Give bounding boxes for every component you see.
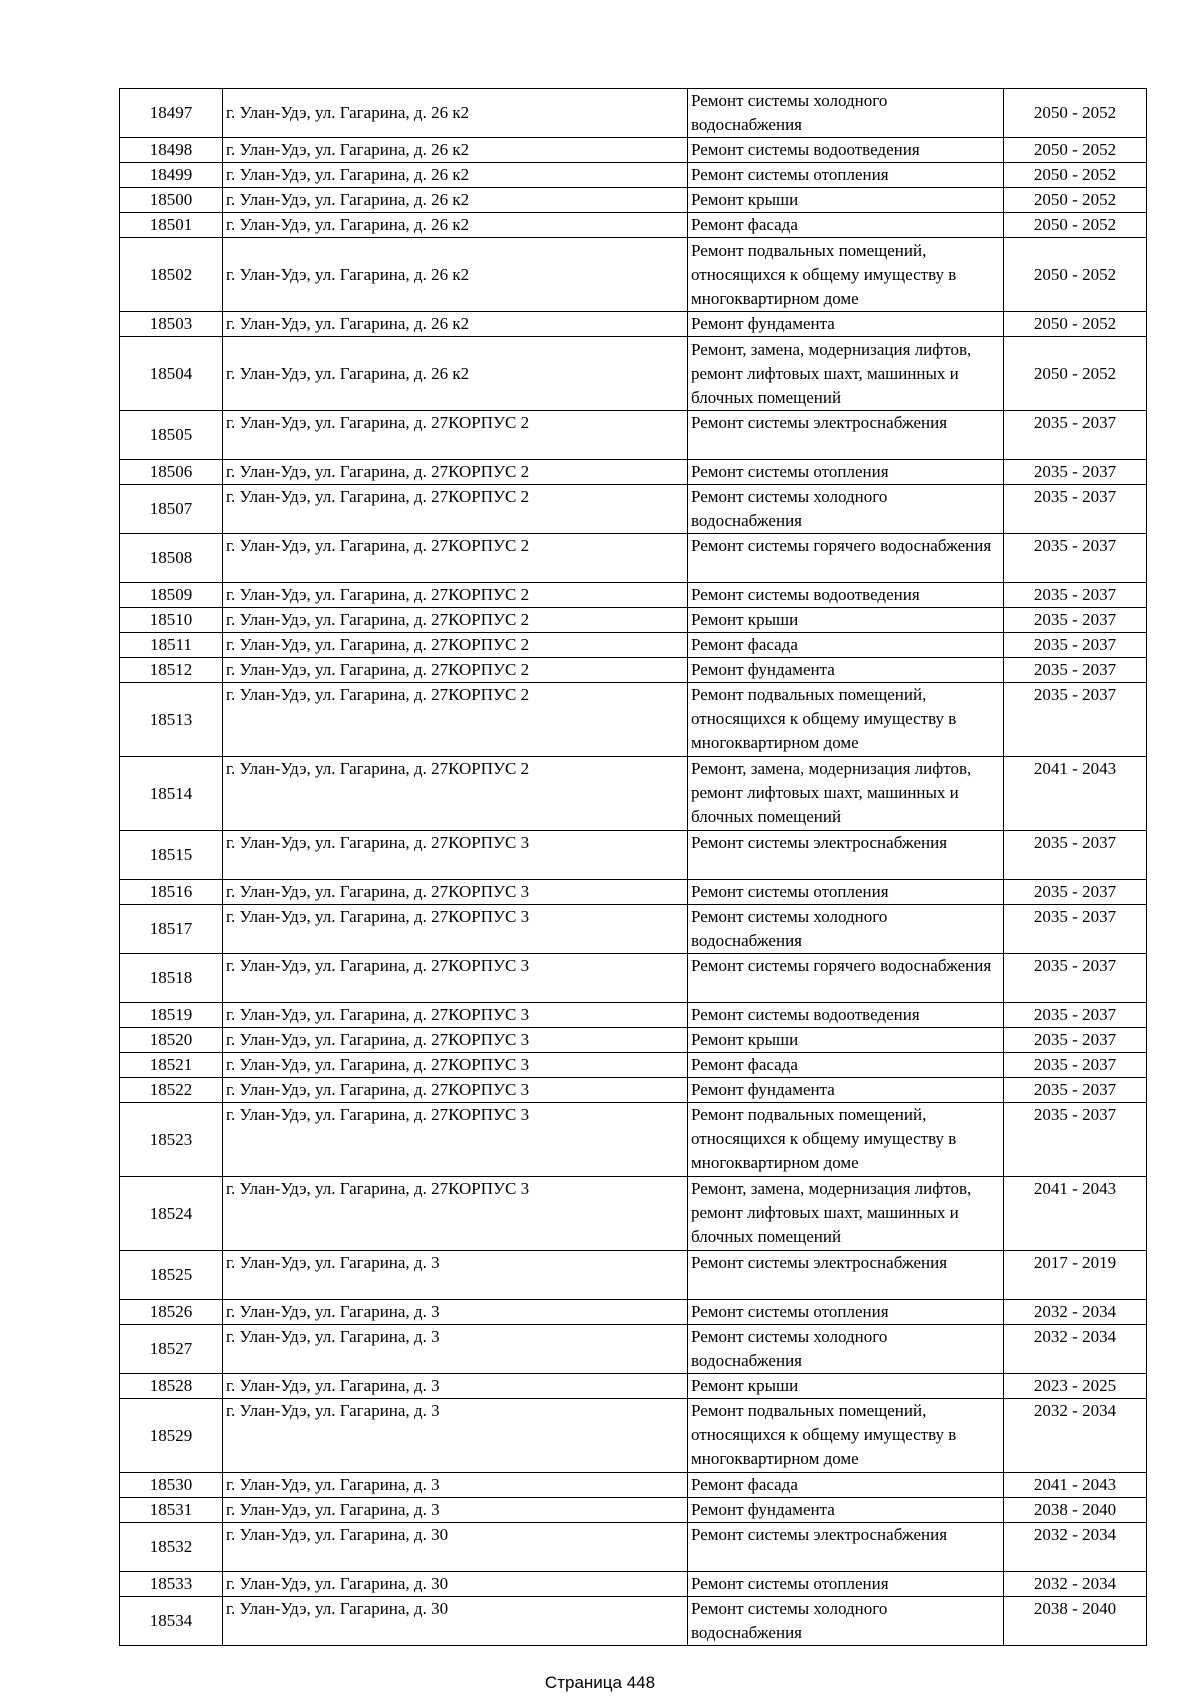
row-number: 18518 [120,954,223,1003]
row-number: 18507 [120,485,223,534]
table-row [120,880,1147,905]
row-work-type: Ремонт системы электроснабжения [688,411,1004,460]
row-address: г. Улан-Удэ, ул. Гагарина, д. 26 к2 [223,138,688,163]
row-number: 18534 [120,1597,223,1646]
row-work-type: Ремонт фундамента [688,312,1004,337]
table-row [120,633,1147,658]
row-years: 2035 - 2037 [1004,485,1147,534]
table-row [120,608,1147,633]
row-address: г. Улан-Удэ, ул. Гагарина, д. 27КОРПУС 2 [223,411,688,460]
row-number: 18521 [120,1053,223,1078]
row-work-type: Ремонт системы отопления [688,880,1004,905]
row-work-type: Ремонт системы отопления [688,1300,1004,1325]
row-address: г. Улан-Удэ, ул. Гагарина, д. 27КОРПУС 3 [223,1053,688,1078]
row-years: 2035 - 2037 [1004,954,1147,1003]
table-row [120,1300,1147,1325]
row-number: 18517 [120,905,223,954]
row-address: г. Улан-Удэ, ул. Гагарина, д. 27КОРПУС 2 [223,460,688,485]
row-work-type: Ремонт фасада [688,633,1004,658]
row-years: 2032 - 2034 [1004,1325,1147,1374]
row-number: 18506 [120,460,223,485]
row-years: 2035 - 2037 [1004,658,1147,683]
row-years: 2050 - 2052 [1004,213,1147,238]
row-address: г. Улан-Удэ, ул. Гагарина, д. 26 к2 [223,238,688,312]
row-years: 2035 - 2037 [1004,880,1147,905]
row-years: 2035 - 2037 [1004,1003,1147,1028]
row-address: г. Улан-Удэ, ул. Гагарина, д. 27КОРПУС 3 [223,1078,688,1103]
table-row [120,831,1147,880]
row-years: 2035 - 2037 [1004,460,1147,485]
row-number: 18510 [120,608,223,633]
row-work-type: Ремонт крыши [688,1374,1004,1399]
row-number: 18529 [120,1399,223,1473]
table-row [120,138,1147,163]
row-work-type: Ремонт, замена, модернизация лифтов, ремонт лифтовых шахт, машинных и блочных помещений [688,757,1004,831]
row-years: 2035 - 2037 [1004,633,1147,658]
row-work-type: Ремонт системы горячего водоснабжения [688,534,1004,583]
row-years: 2035 - 2037 [1004,1053,1147,1078]
row-years: 2032 - 2034 [1004,1300,1147,1325]
row-number: 18526 [120,1300,223,1325]
row-number: 18531 [120,1498,223,1523]
row-address: г. Улан-Удэ, ул. Гагарина, д. 27КОРПУС 2 [223,658,688,683]
table-row [120,1498,1147,1523]
row-work-type: Ремонт, замена, модернизация лифтов, ремонт лифтовых шахт, машинных и блочных помещений [688,1177,1004,1251]
table-row [120,757,1147,831]
row-address: г. Улан-Удэ, ул. Гагарина, д. 30 [223,1597,688,1646]
row-address: г. Улан-Удэ, ул. Гагарина, д. 27КОРПУС 2 [223,534,688,583]
row-years: 2050 - 2052 [1004,188,1147,213]
row-years: 2041 - 2043 [1004,757,1147,831]
row-years: 2035 - 2037 [1004,411,1147,460]
row-address: г. Улан-Удэ, ул. Гагарина, д. 27КОРПУС 2 [223,683,688,757]
row-number: 18525 [120,1251,223,1300]
row-years: 2035 - 2037 [1004,608,1147,633]
row-number: 18523 [120,1103,223,1177]
row-work-type: Ремонт системы электроснабжения [688,1251,1004,1300]
table-row [120,1399,1147,1473]
table-row [120,1078,1147,1103]
row-number: 18497 [120,89,223,138]
table-row [120,905,1147,954]
row-years: 2050 - 2052 [1004,138,1147,163]
row-work-type: Ремонт системы холодного водоснабжения [688,1325,1004,1374]
table-row [120,1374,1147,1399]
table-row [120,658,1147,683]
table-row [120,1103,1147,1177]
row-years: 2041 - 2043 [1004,1177,1147,1251]
row-work-type: Ремонт системы водоотведения [688,583,1004,608]
row-number: 18505 [120,411,223,460]
row-years: 2038 - 2040 [1004,1597,1147,1646]
row-number: 18515 [120,831,223,880]
row-address: г. Улан-Удэ, ул. Гагарина, д. 3 [223,1374,688,1399]
row-years: 2050 - 2052 [1004,312,1147,337]
row-work-type: Ремонт системы отопления [688,1572,1004,1597]
row-years: 2038 - 2040 [1004,1498,1147,1523]
row-work-type: Ремонт фасада [688,213,1004,238]
row-years: 2035 - 2037 [1004,1078,1147,1103]
row-number: 18501 [120,213,223,238]
row-address: г. Улан-Удэ, ул. Гагарина, д. 27КОРПУС 3 [223,1103,688,1177]
row-number: 18502 [120,238,223,312]
row-number: 18527 [120,1325,223,1374]
table-row [120,1053,1147,1078]
page-number: Страница 448 [544,1673,656,1692]
table-body [120,89,1147,1646]
row-number: 18511 [120,633,223,658]
row-number: 18533 [120,1572,223,1597]
table-row [120,1597,1147,1646]
table-row [120,583,1147,608]
row-address: г. Улан-Удэ, ул. Гагарина, д. 27КОРПУС 3 [223,1177,688,1251]
row-work-type: Ремонт крыши [688,1028,1004,1053]
row-address: г. Улан-Удэ, ул. Гагарина, д. 26 к2 [223,312,688,337]
table-row [120,411,1147,460]
row-number: 18509 [120,583,223,608]
row-years: 2032 - 2034 [1004,1572,1147,1597]
row-number: 18520 [120,1028,223,1053]
table-row [120,460,1147,485]
row-years: 2050 - 2052 [1004,238,1147,312]
row-number: 18503 [120,312,223,337]
row-work-type: Ремонт крыши [688,188,1004,213]
row-work-type: Ремонт системы электроснабжения [688,1523,1004,1572]
row-work-type: Ремонт системы холодного водоснабжения [688,89,1004,138]
row-address: г. Улан-Удэ, ул. Гагарина, д. 27КОРПУС 3 [223,880,688,905]
row-years: 2041 - 2043 [1004,1473,1147,1498]
row-address: г. Улан-Удэ, ул. Гагарина, д. 27КОРПУС 2 [223,757,688,831]
row-years: 2050 - 2052 [1004,163,1147,188]
row-number: 18519 [120,1003,223,1028]
row-years: 2035 - 2037 [1004,683,1147,757]
table-row [120,337,1147,411]
row-address: г. Улан-Удэ, ул. Гагарина, д. 27КОРПУС 3 [223,1003,688,1028]
row-address: г. Улан-Удэ, ул. Гагарина, д. 3 [223,1498,688,1523]
row-work-type: Ремонт фасада [688,1473,1004,1498]
table-row [120,89,1147,138]
row-address: г. Улан-Удэ, ул. Гагарина, д. 27КОРПУС 2 [223,633,688,658]
row-work-type: Ремонт подвальных помещений, относящихся к общему имуществу в многоквартирном доме [688,683,1004,757]
row-number: 18514 [120,757,223,831]
table-row [120,485,1147,534]
row-address: г. Улан-Удэ, ул. Гагарина, д. 27КОРПУС 3 [223,831,688,880]
row-address: г. Улан-Удэ, ул. Гагарина, д. 30 [223,1572,688,1597]
table-row [120,954,1147,1003]
table-row [120,1003,1147,1028]
row-address: г. Улан-Удэ, ул. Гагарина, д. 27КОРПУС 2 [223,485,688,534]
row-years: 2035 - 2037 [1004,534,1147,583]
row-number: 18500 [120,188,223,213]
row-address: г. Улан-Удэ, ул. Гагарина, д. 3 [223,1399,688,1473]
row-work-type: Ремонт фасада [688,1053,1004,1078]
row-number: 18532 [120,1523,223,1572]
row-address: г. Улан-Удэ, ул. Гагарина, д. 3 [223,1251,688,1300]
row-address: г. Улан-Удэ, ул. Гагарина, д. 26 к2 [223,163,688,188]
row-address: г. Улан-Удэ, ул. Гагарина, д. 27КОРПУС 2 [223,583,688,608]
row-work-type: Ремонт подвальных помещений, относящихся к общему имуществу в многоквартирном доме [688,238,1004,312]
row-number: 18530 [120,1473,223,1498]
row-number: 18508 [120,534,223,583]
row-address: г. Улан-Удэ, ул. Гагарина, д. 27КОРПУС 3 [223,1028,688,1053]
row-work-type: Ремонт системы водоотведения [688,138,1004,163]
row-work-type: Ремонт системы горячего водоснабжения [688,954,1004,1003]
row-years: 2032 - 2034 [1004,1399,1147,1473]
table-row [120,238,1147,312]
row-address: г. Улан-Удэ, ул. Гагарина, д. 26 к2 [223,89,688,138]
row-address: г. Улан-Удэ, ул. Гагарина, д. 26 к2 [223,337,688,411]
row-number: 18528 [120,1374,223,1399]
row-years: 2035 - 2037 [1004,1028,1147,1053]
row-work-type: Ремонт подвальных помещений, относящихся к общему имуществу в многоквартирном доме [688,1399,1004,1473]
row-address: г. Улан-Удэ, ул. Гагарина, д. 26 к2 [223,213,688,238]
row-address: г. Улан-Удэ, ул. Гагарина, д. 27КОРПУС 3 [223,954,688,1003]
table-row [120,1572,1147,1597]
row-years: 2032 - 2034 [1004,1523,1147,1572]
row-number: 18524 [120,1177,223,1251]
row-work-type: Ремонт, замена, модернизация лифтов, ремонт лифтовых шахт, машинных и блочных помещений [688,337,1004,411]
row-work-type: Ремонт системы холодного водоснабжения [688,1597,1004,1646]
row-work-type: Ремонт системы отопления [688,163,1004,188]
table-row [120,683,1147,757]
row-years: 2050 - 2052 [1004,337,1147,411]
table-row [120,534,1147,583]
row-number: 18498 [120,138,223,163]
row-number: 18512 [120,658,223,683]
row-number: 18522 [120,1078,223,1103]
table-row [120,1251,1147,1300]
row-years: 2023 - 2025 [1004,1374,1147,1399]
table-row [120,163,1147,188]
table-row [120,1523,1147,1572]
row-number: 18499 [120,163,223,188]
table-row [120,312,1147,337]
row-work-type: Ремонт системы холодного водоснабжения [688,485,1004,534]
row-work-type: Ремонт крыши [688,608,1004,633]
table-row [120,213,1147,238]
table-row [120,1473,1147,1498]
row-number: 18516 [120,880,223,905]
repair-schedule-table [119,88,1147,1646]
table-row [120,1325,1147,1374]
row-work-type: Ремонт фундамента [688,1498,1004,1523]
row-work-type: Ремонт фундамента [688,658,1004,683]
row-years: 2035 - 2037 [1004,905,1147,954]
row-work-type: Ремонт системы водоотведения [688,1003,1004,1028]
row-address: г. Улан-Удэ, ул. Гагарина, д. 3 [223,1300,688,1325]
table-row [120,1177,1147,1251]
row-work-type: Ремонт подвальных помещений, относящихся к общему имуществу в многоквартирном доме [688,1103,1004,1177]
row-number: 18513 [120,683,223,757]
table-row [120,188,1147,213]
row-address: г. Улан-Удэ, ул. Гагарина, д. 26 к2 [223,188,688,213]
row-work-type: Ремонт фундамента [688,1078,1004,1103]
row-work-type: Ремонт системы электроснабжения [688,831,1004,880]
row-years: 2035 - 2037 [1004,831,1147,880]
row-years: 2035 - 2037 [1004,583,1147,608]
row-address: г. Улан-Удэ, ул. Гагарина, д. 27КОРПУС 2 [223,608,688,633]
row-address: г. Улан-Удэ, ул. Гагарина, д. 30 [223,1523,688,1572]
table-row [120,1028,1147,1053]
row-years: 2050 - 2052 [1004,89,1147,138]
row-work-type: Ремонт системы отопления [688,460,1004,485]
row-address: г. Улан-Удэ, ул. Гагарина, д. 27КОРПУС 3 [223,905,688,954]
row-address: г. Улан-Удэ, ул. Гагарина, д. 3 [223,1325,688,1374]
row-address: г. Улан-Удэ, ул. Гагарина, д. 3 [223,1473,688,1498]
row-years: 2035 - 2037 [1004,1103,1147,1177]
row-work-type: Ремонт системы холодного водоснабжения [688,905,1004,954]
row-number: 18504 [120,337,223,411]
row-years: 2017 - 2019 [1004,1251,1147,1300]
